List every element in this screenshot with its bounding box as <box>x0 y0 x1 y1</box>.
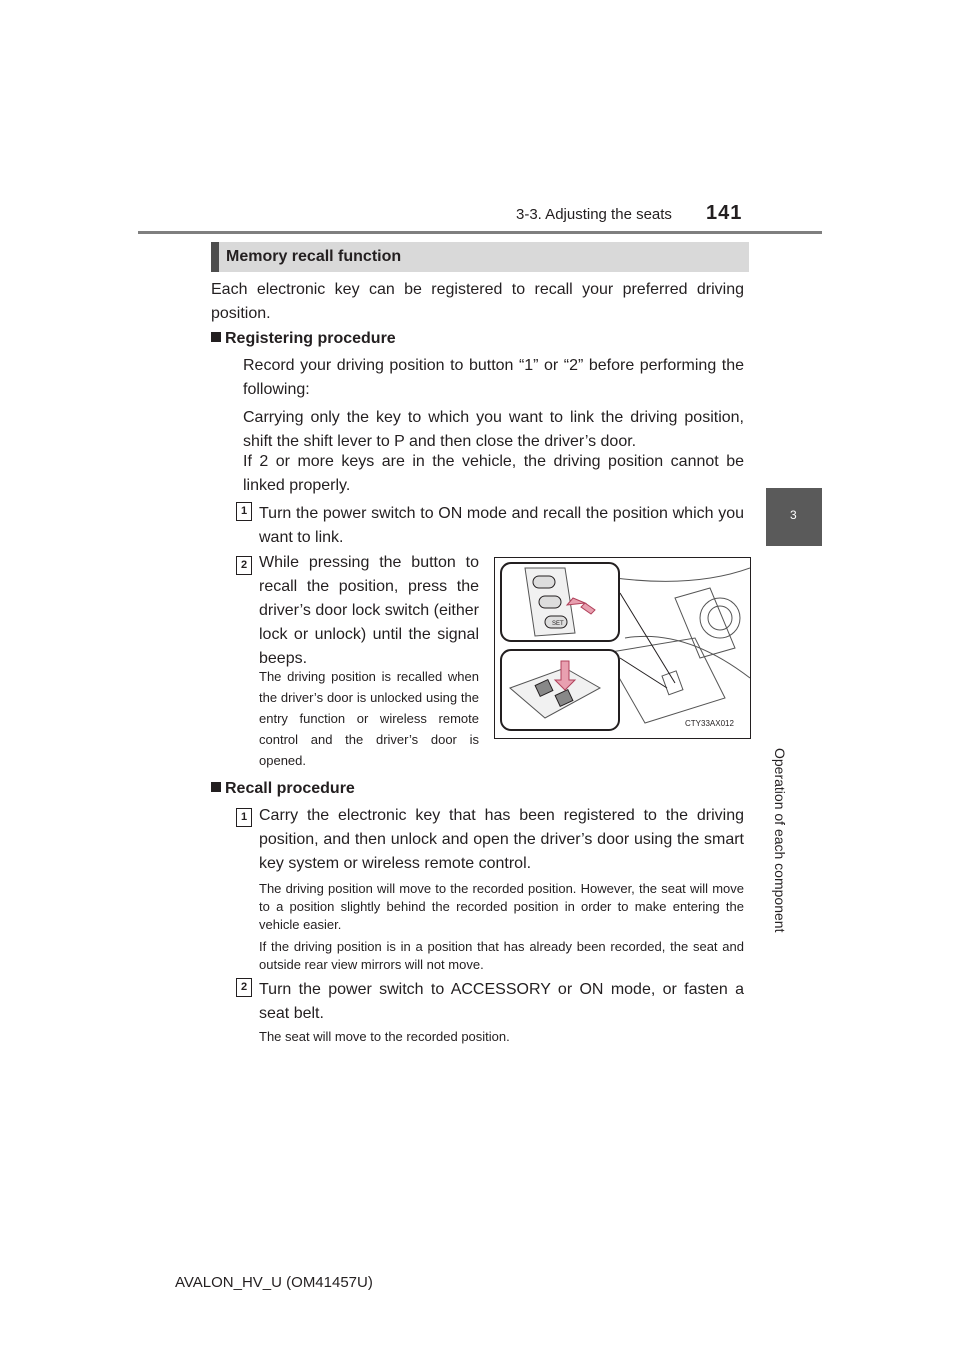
recall-heading <box>211 780 355 798</box>
square-bullet-icon <box>211 782 221 792</box>
step-number-box: 2 <box>236 978 252 997</box>
square-bullet-icon <box>211 332 221 342</box>
registering-p1: Record your driving position to button “1” or “2” before performing the following: <box>243 357 744 398</box>
document-footer: AVALON_HV_U (OM41457U) <box>175 1274 373 1291</box>
registering-step2-note: The driving position is recalled when the driver’s door is unlocked using the entry function or wireless remote control and the driver’s door is opened. <box>259 669 479 768</box>
set-button-label: SET <box>552 621 564 627</box>
recall-step2: Turn the power switch to ACCESSORY or ON mode, or fasten a seat belt. <box>259 981 744 1022</box>
chapter-number: 3 <box>790 508 797 522</box>
page-number: 141 <box>706 202 743 224</box>
recall-step1: Carry the electronic key that has been registered to the driving position, and then unlock and open the driver’s door using the smart key system or wireless remote control. <box>259 807 744 872</box>
registering-p2: Carrying only the key to which you want to link the driving position, shift the shift lever to P and then close the driver’s door. <box>243 409 744 450</box>
heading-bar <box>211 242 219 272</box>
registering-step2: While pressing the button to recall the position, press the driver’s door lock switch (either lock or unlock) until the signal beeps. <box>259 554 479 667</box>
registering-title: Registering procedure <box>225 330 396 347</box>
illustration-svg <box>495 558 750 738</box>
section-header: 3-3. Adjusting the seats <box>516 206 672 223</box>
step-number-box: 2 <box>236 556 252 575</box>
recall-title: Recall procedure <box>225 780 355 797</box>
step-number-box: 1 <box>236 808 252 827</box>
step-number-box: 1 <box>236 502 252 521</box>
section-heading <box>211 242 749 272</box>
header-rule <box>138 231 822 234</box>
intro-paragraph: Each electronic key can be registered to recall your preferred driving position. <box>211 281 744 322</box>
registering-step1: Turn the power switch to ON mode and recall the position which you want to link. <box>259 505 744 546</box>
recall-note1: The driving position will move to the recorded position. However, the seat will move to a position slightly behind the recorded position in order to make entering the vehicle easier. <box>259 881 744 932</box>
registering-heading <box>211 330 396 348</box>
chapter-tab[interactable] <box>766 488 822 546</box>
chapter-title: Operation of each component <box>772 748 788 933</box>
registering-p3: If 2 or more keys are in the vehicle, the driving position cannot be linked properly. <box>243 453 744 494</box>
recall-note3: The seat will move to the recorded position. <box>259 1029 510 1044</box>
section-title: Memory recall function <box>226 248 402 265</box>
figure-code: CTY33AX012 <box>685 719 734 728</box>
door-switch-illustration <box>494 557 751 739</box>
recall-note2: If the driving position is in a position that has already been recorded, the seat and outside rear view mirrors will not move. <box>259 939 744 972</box>
